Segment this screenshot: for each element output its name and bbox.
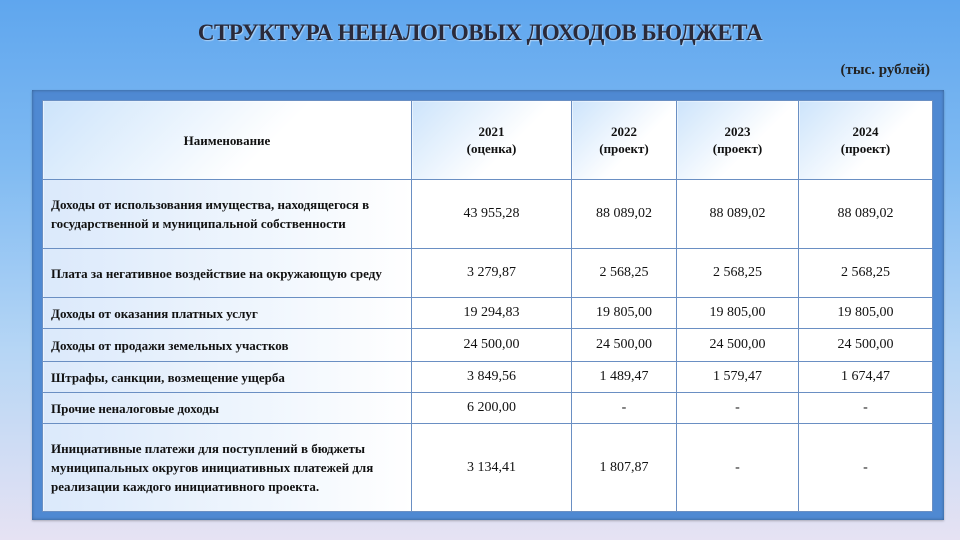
cell-2021: 3 849,56 (412, 362, 572, 393)
cell-2022: 88 089,02 (572, 180, 677, 249)
cell-2023: 88 089,02 (677, 180, 799, 249)
table-row (43, 393, 933, 424)
cell-2024: - (799, 424, 933, 512)
cell-2021: 19 294,83 (412, 298, 572, 329)
cell-2024: 19 805,00 (799, 298, 933, 329)
table-row (43, 362, 933, 393)
cell-2022: - (572, 393, 677, 424)
row-name: Прочие неналоговые доходы (43, 393, 412, 424)
cell-2023: 24 500,00 (677, 329, 799, 362)
header-year: 2022 (611, 124, 637, 139)
header-status: (оценка) (466, 141, 517, 156)
row-name: Инициативные платежи для поступлений в бюджеты муниципальных округов инициативных платежей для реализации каждого инициативного проекта. (43, 424, 412, 512)
header-2024 (799, 101, 933, 180)
cell-2022: 1 807,87 (572, 424, 677, 512)
table-row (43, 424, 933, 512)
table-row (43, 180, 933, 249)
table-row (43, 298, 933, 329)
row-name: Доходы от использования имущества, находящегося в государственной и муниципальной собственности (43, 180, 412, 249)
cell-2024: 1 674,47 (799, 362, 933, 393)
page-title: СТРУКТУРА НЕНАЛОГОВЫХ ДОХОДОВ БЮДЖЕТА (197, 20, 763, 45)
header-2021 (412, 101, 572, 180)
cell-2022: 1 489,47 (572, 362, 677, 393)
cell-2021: 6 200,00 (412, 393, 572, 424)
header-year: 2021 (478, 124, 505, 139)
header-year: 2023 (724, 124, 751, 139)
cell-2024: 88 089,02 (799, 180, 933, 249)
header-status: (проект) (599, 141, 649, 156)
table-frame (32, 90, 944, 520)
table-row (43, 329, 933, 362)
cell-2024: 2 568,25 (799, 249, 933, 298)
row-name: Доходы от оказания платных услуг (43, 298, 412, 329)
table-row (43, 249, 933, 298)
row-name: Штрафы, санкции, возмещение ущерба (43, 362, 412, 393)
header-name (43, 101, 412, 180)
cell-2023: 2 568,25 (677, 249, 799, 298)
table-header-row (43, 101, 933, 180)
header-status: (проект) (840, 141, 891, 156)
cell-2022: 24 500,00 (572, 329, 677, 362)
cell-2023: - (677, 424, 799, 512)
header-2023 (677, 101, 799, 180)
header-2022 (572, 101, 677, 180)
cell-2023: 19 805,00 (677, 298, 799, 329)
row-name: Плата за негативное воздействие на окружающую среду (43, 249, 412, 298)
cell-2024: 24 500,00 (799, 329, 933, 362)
cell-2021: 3 134,41 (412, 424, 572, 512)
cell-2021: 3 279,87 (412, 249, 572, 298)
cell-2022: 2 568,25 (572, 249, 677, 298)
row-name: Доходы от продажи земельных участков (43, 329, 412, 362)
units-label: (тыс. рублей) (840, 62, 930, 78)
header-status: (проект) (712, 141, 763, 156)
cell-2023: 1 579,47 (677, 362, 799, 393)
header-year: 2024 (852, 124, 879, 139)
cell-2021: 43 955,28 (412, 180, 572, 249)
revenue-table (42, 100, 933, 512)
header-name-label: Наименование (183, 132, 271, 148)
cell-2022: 19 805,00 (572, 298, 677, 329)
cell-2023: - (677, 393, 799, 424)
cell-2021: 24 500,00 (412, 329, 572, 362)
cell-2024: - (799, 393, 933, 424)
